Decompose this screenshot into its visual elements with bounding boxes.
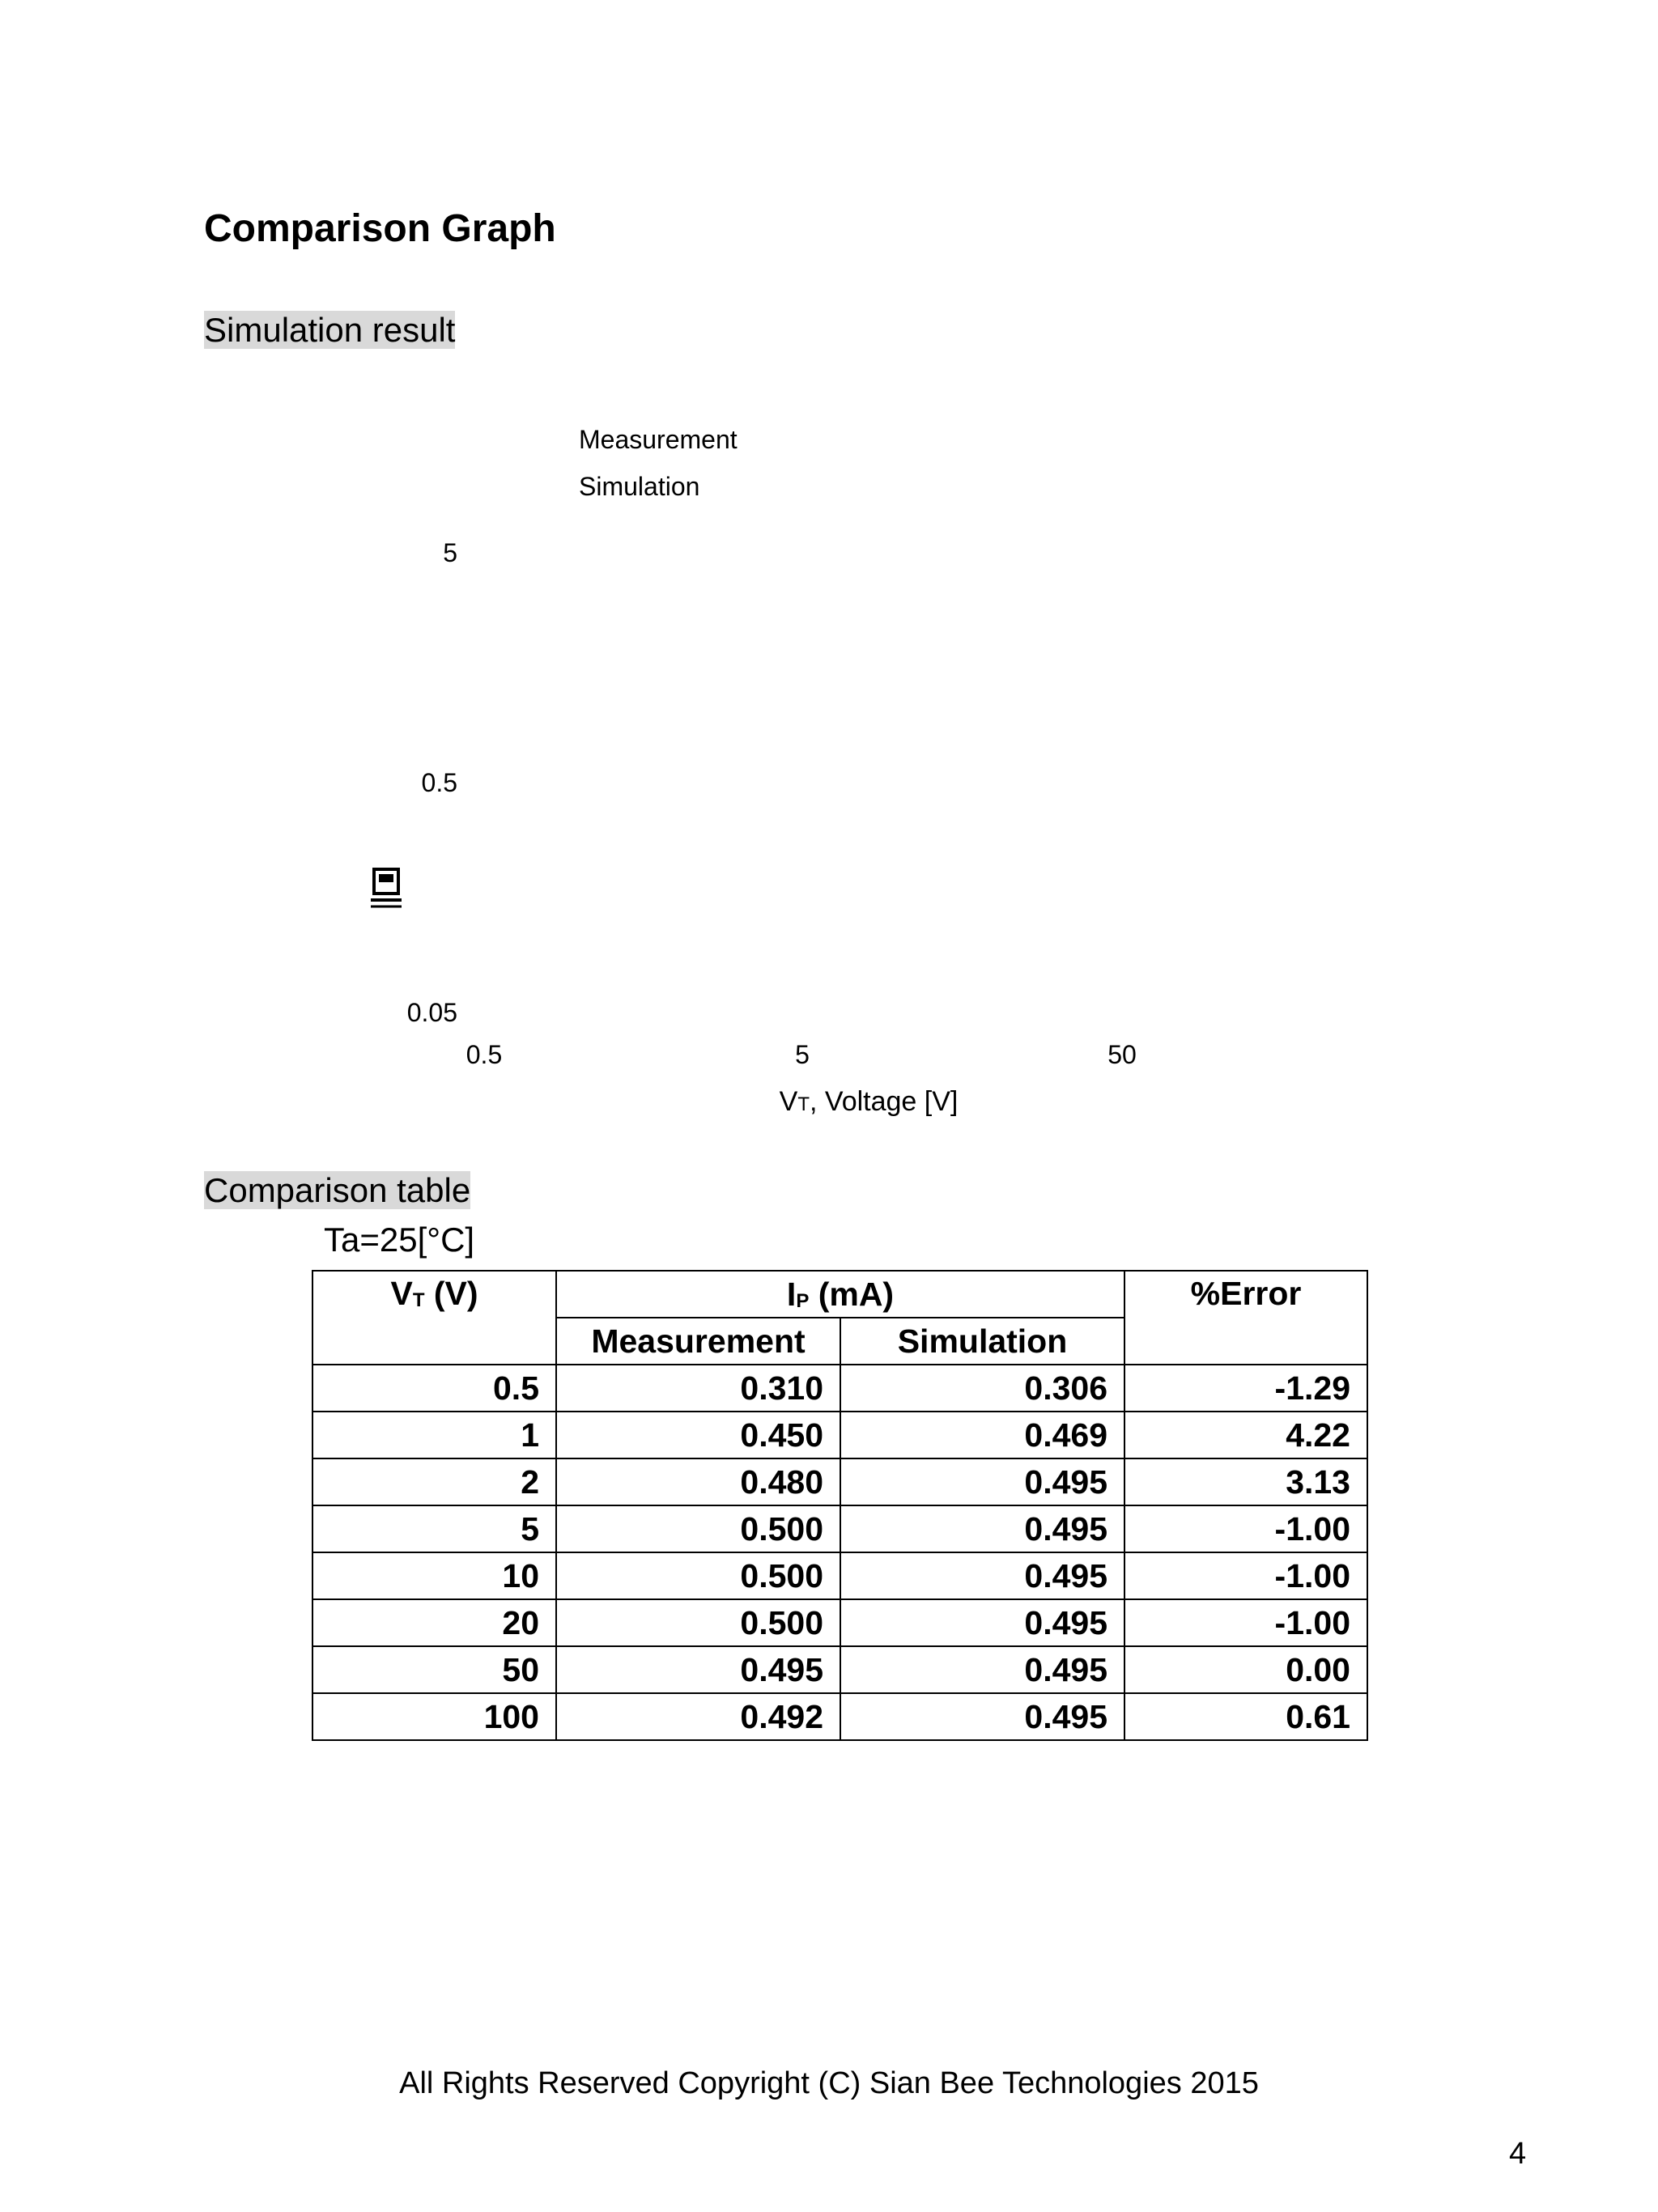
chart-legend [579,425,738,501]
table-row [312,1552,1367,1599]
x-tick-0-5: 0.5 [466,1040,503,1069]
cell-simulation: 0.495 [840,1505,1124,1552]
page-number: 4 [1509,2137,1527,2171]
cell-error: -1.00 [1124,1552,1367,1599]
comparison-table [312,1270,1368,1741]
header-measurement: Measurement [556,1318,840,1365]
y-tick-0-05: 0.05 [406,998,457,1027]
cell-vt: 20 [312,1599,556,1646]
cell-measurement: 0.495 [556,1646,840,1693]
x-tick-5: 5 [795,1040,810,1069]
cell-simulation: 0.495 [840,1646,1124,1693]
cell-simulation: 0.495 [840,1599,1124,1646]
cell-measurement: 0.500 [556,1599,840,1646]
cell-error: 0.61 [1124,1693,1367,1740]
header-error: %Error [1124,1271,1367,1365]
y-axis-ticks [407,538,457,1027]
legend-measurement: Measurement [579,425,738,454]
cell-measurement: 0.492 [556,1693,840,1740]
table-condition: Ta=25[°C] [324,1221,475,1259]
header-vt: $V_T$ (V) [312,1271,556,1365]
cell-simulation: 0.495 [840,1693,1124,1740]
cell-vt: 0.5 [312,1365,556,1412]
table-row [312,1505,1367,1552]
cell-error: -1.29 [1124,1365,1367,1412]
header-ip: $I_P$ (mA) [556,1271,1124,1318]
cell-error: -1.00 [1124,1599,1367,1646]
table-row [312,1412,1367,1458]
table-row [312,1599,1367,1646]
cell-measurement: 0.480 [556,1458,840,1505]
cell-error: 3.13 [1124,1458,1367,1505]
y-tick-5: 5 [443,538,457,567]
cell-simulation: 0.306 [840,1365,1124,1412]
table-row [312,1646,1367,1693]
cell-measurement: 0.310 [556,1365,840,1412]
cell-simulation: 0.495 [840,1458,1124,1505]
cell-vt: 5 [312,1505,556,1552]
cell-vt: 2 [312,1458,556,1505]
page-heading: Comparison Graph [204,207,556,250]
x-axis-label: VT, Voltage [V] [779,1086,959,1117]
header-simulation: Simulation [840,1318,1124,1365]
legend-simulation: Simulation [579,472,700,501]
y-tick-0-5: 0.5 [421,768,457,797]
cell-measurement: 0.500 [556,1552,840,1599]
x-axis-ticks [466,1040,1137,1069]
section-title-comparison-table: Comparison table [204,1171,471,1209]
cell-error: 0.00 [1124,1646,1367,1693]
table-row [312,1693,1367,1740]
cell-simulation: 0.469 [840,1412,1124,1458]
cell-vt: 10 [312,1552,556,1599]
cell-measurement: 0.450 [556,1412,840,1458]
x-tick-50: 50 [1107,1040,1137,1069]
cell-measurement: 0.500 [556,1505,840,1552]
table-row [312,1365,1367,1412]
cell-simulation: 0.495 [840,1552,1124,1599]
cell-vt: 50 [312,1646,556,1693]
cell-vt: 1 [312,1412,556,1458]
cell-vt: 100 [312,1693,556,1740]
footer-copyright: All Rights Reserved Copyright (C) Sian Bee Technologies 2015 [399,2066,1259,2100]
y-axis-label-glyph [371,869,402,906]
cell-error: -1.00 [1124,1505,1367,1552]
cell-error: 4.22 [1124,1412,1367,1458]
section-title-simulation-result: Simulation result [204,311,456,349]
table-row [312,1458,1367,1505]
